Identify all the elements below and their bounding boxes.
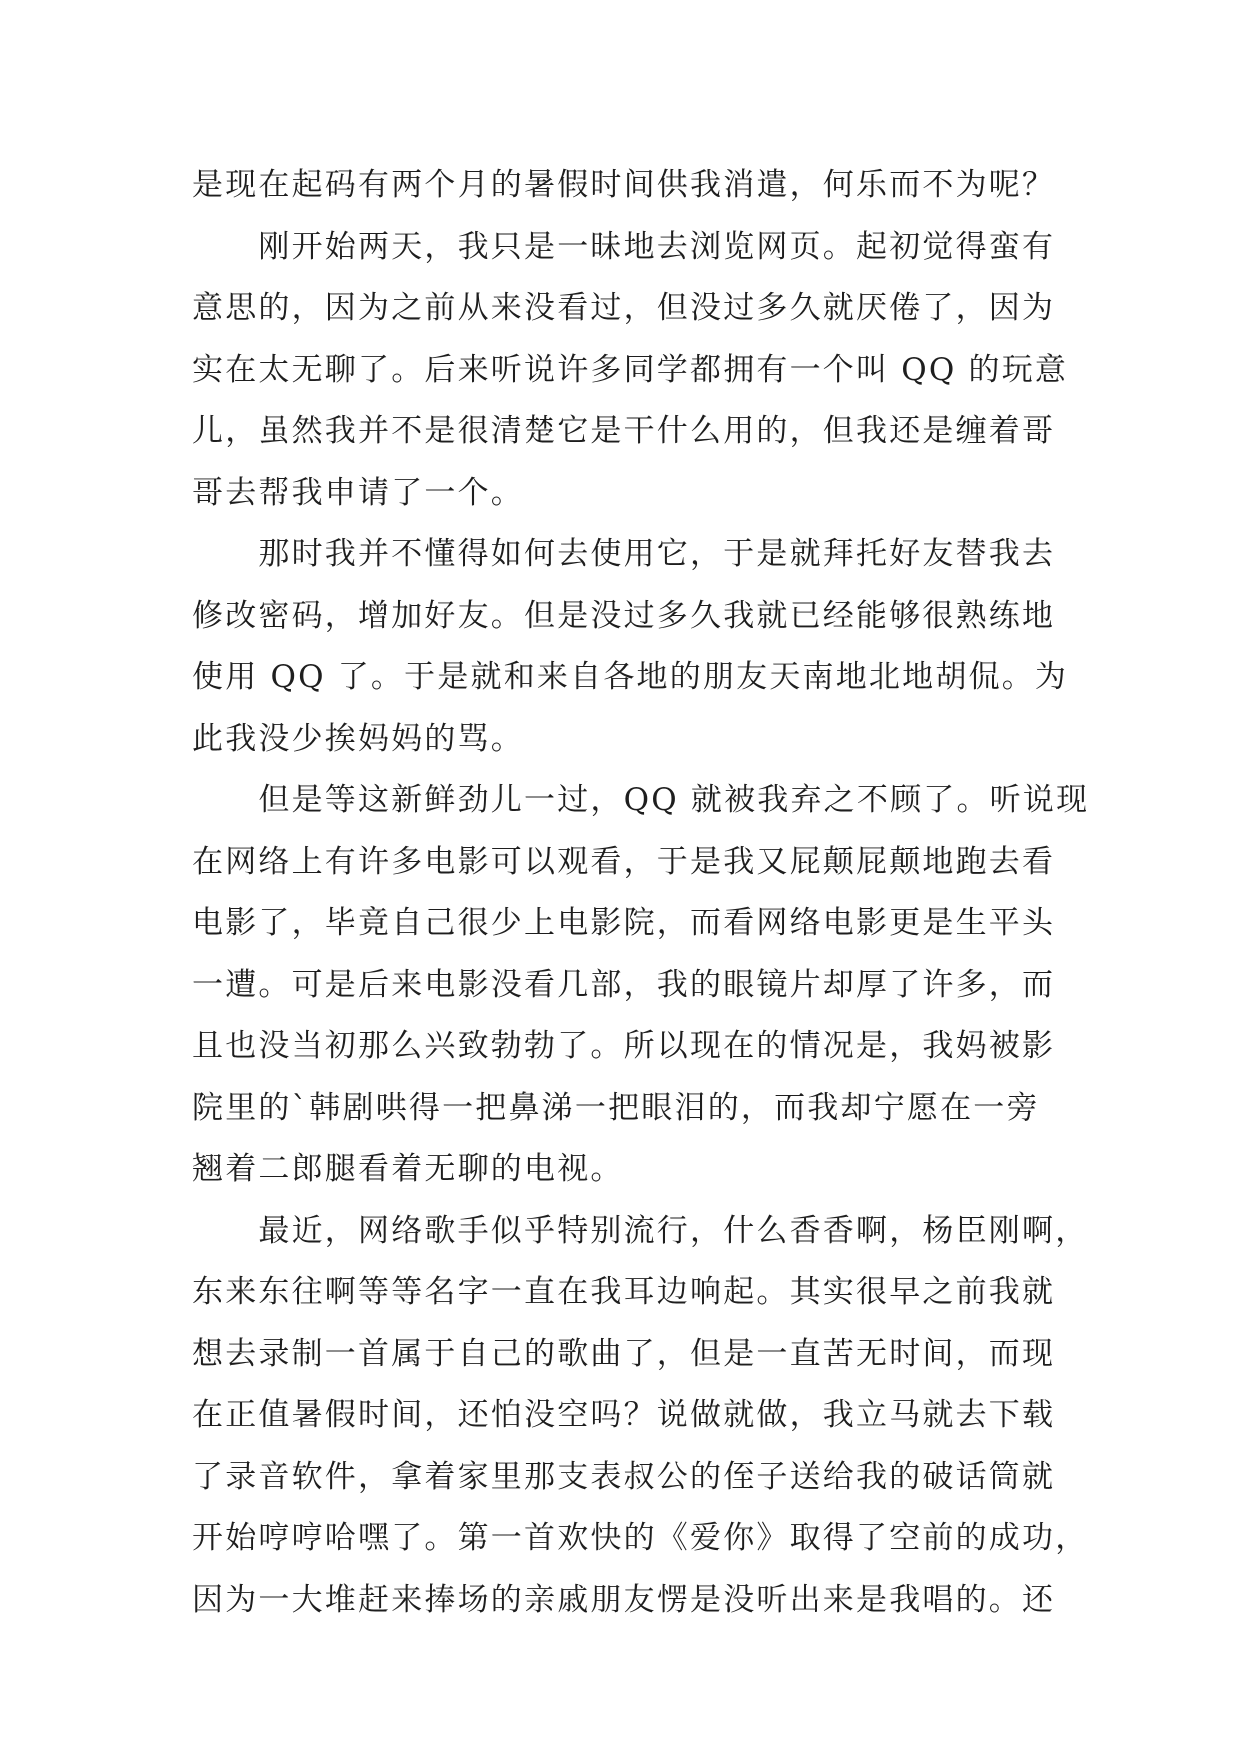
text-line: 在网络上有许多电影可以观看，于是我又屁颠屁颠地跑去看 (192, 843, 1056, 880)
text-line: 在正值暑假时间，还怕没空吗？说做就做，我立马就去下载 (192, 1397, 1056, 1433)
text-line: 东来东往啊等等名字一直在我耳边响起。其实很早之前我就 (192, 1274, 1056, 1310)
text-line: 最近，网络歌手似乎特别流行，什么香香啊，杨臣刚啊， (192, 1212, 1089, 1249)
text-line: 想去录制一首属于自己的歌曲了，但是一直苦无时间，而现 (192, 1335, 1056, 1372)
text-line: 修改密码，增加好友。但是没过多久我就已经能够很熟练地 (192, 597, 1056, 634)
text-line: 哥去帮我申请了一个。 (192, 474, 524, 511)
text-line: 刚开始两天，我只是一昧地去浏览网页。起初觉得蛮有 (192, 228, 1056, 265)
text-line: 此我没少挨妈妈的骂。 (192, 720, 524, 757)
text-line: 实在太无聊了。后来听说许多同学都拥有一个叫 QQ 的玩意 (192, 351, 1069, 388)
text-line: 电影了，毕竟自己很少上电影院，而看网络电影更是生平头 (192, 905, 1056, 941)
text-line: 使用 QQ 了。于是就和来自各地的朋友天南地北地胡侃。为 (192, 659, 1069, 695)
text-line: 且也没当初那么兴致勃勃了。所以现在的情况是，我妈被影 (192, 1028, 1056, 1064)
text-line: 儿，虽然我并不是很清楚它是干什么用的，但我还是缠着哥 (192, 413, 1056, 449)
text-line: 但是等这新鲜劲儿一过，QQ 就被我弃之不顾了。听说现 (192, 782, 1090, 818)
text-line: 院里的`韩剧哄得一把鼻涕一把眼泪的，而我却宁愿在一旁 (192, 1089, 1040, 1126)
text-line: 了录音软件，拿着家里那支表叔公的侄子送给我的破话筒就 (192, 1458, 1056, 1495)
text-line: 翘着二郎腿看着无聊的电视。 (192, 1151, 624, 1187)
body-text (192, 155, 1090, 1631)
text-line: 开始哼哼哈嘿了。第一首欢快的《爱你》取得了空前的成功， (192, 1520, 1089, 1556)
text-line: 因为一大堆赶来捧场的亲戚朋友愣是没听出来是我唱的。还 (192, 1581, 1056, 1618)
text-line: 意思的，因为之前从来没看过，但没过多久就厌倦了，因为 (192, 290, 1056, 326)
text-line: 是现在起码有两个月的暑假时间供我消遣，何乐而不为呢？ (192, 167, 1056, 203)
text-line: 那时我并不懂得如何去使用它，于是就拜托好友替我去 (192, 536, 1056, 572)
text-line: 一遭。可是后来电影没看几部，我的眼镜片却厚了许多，而 (192, 966, 1056, 1003)
